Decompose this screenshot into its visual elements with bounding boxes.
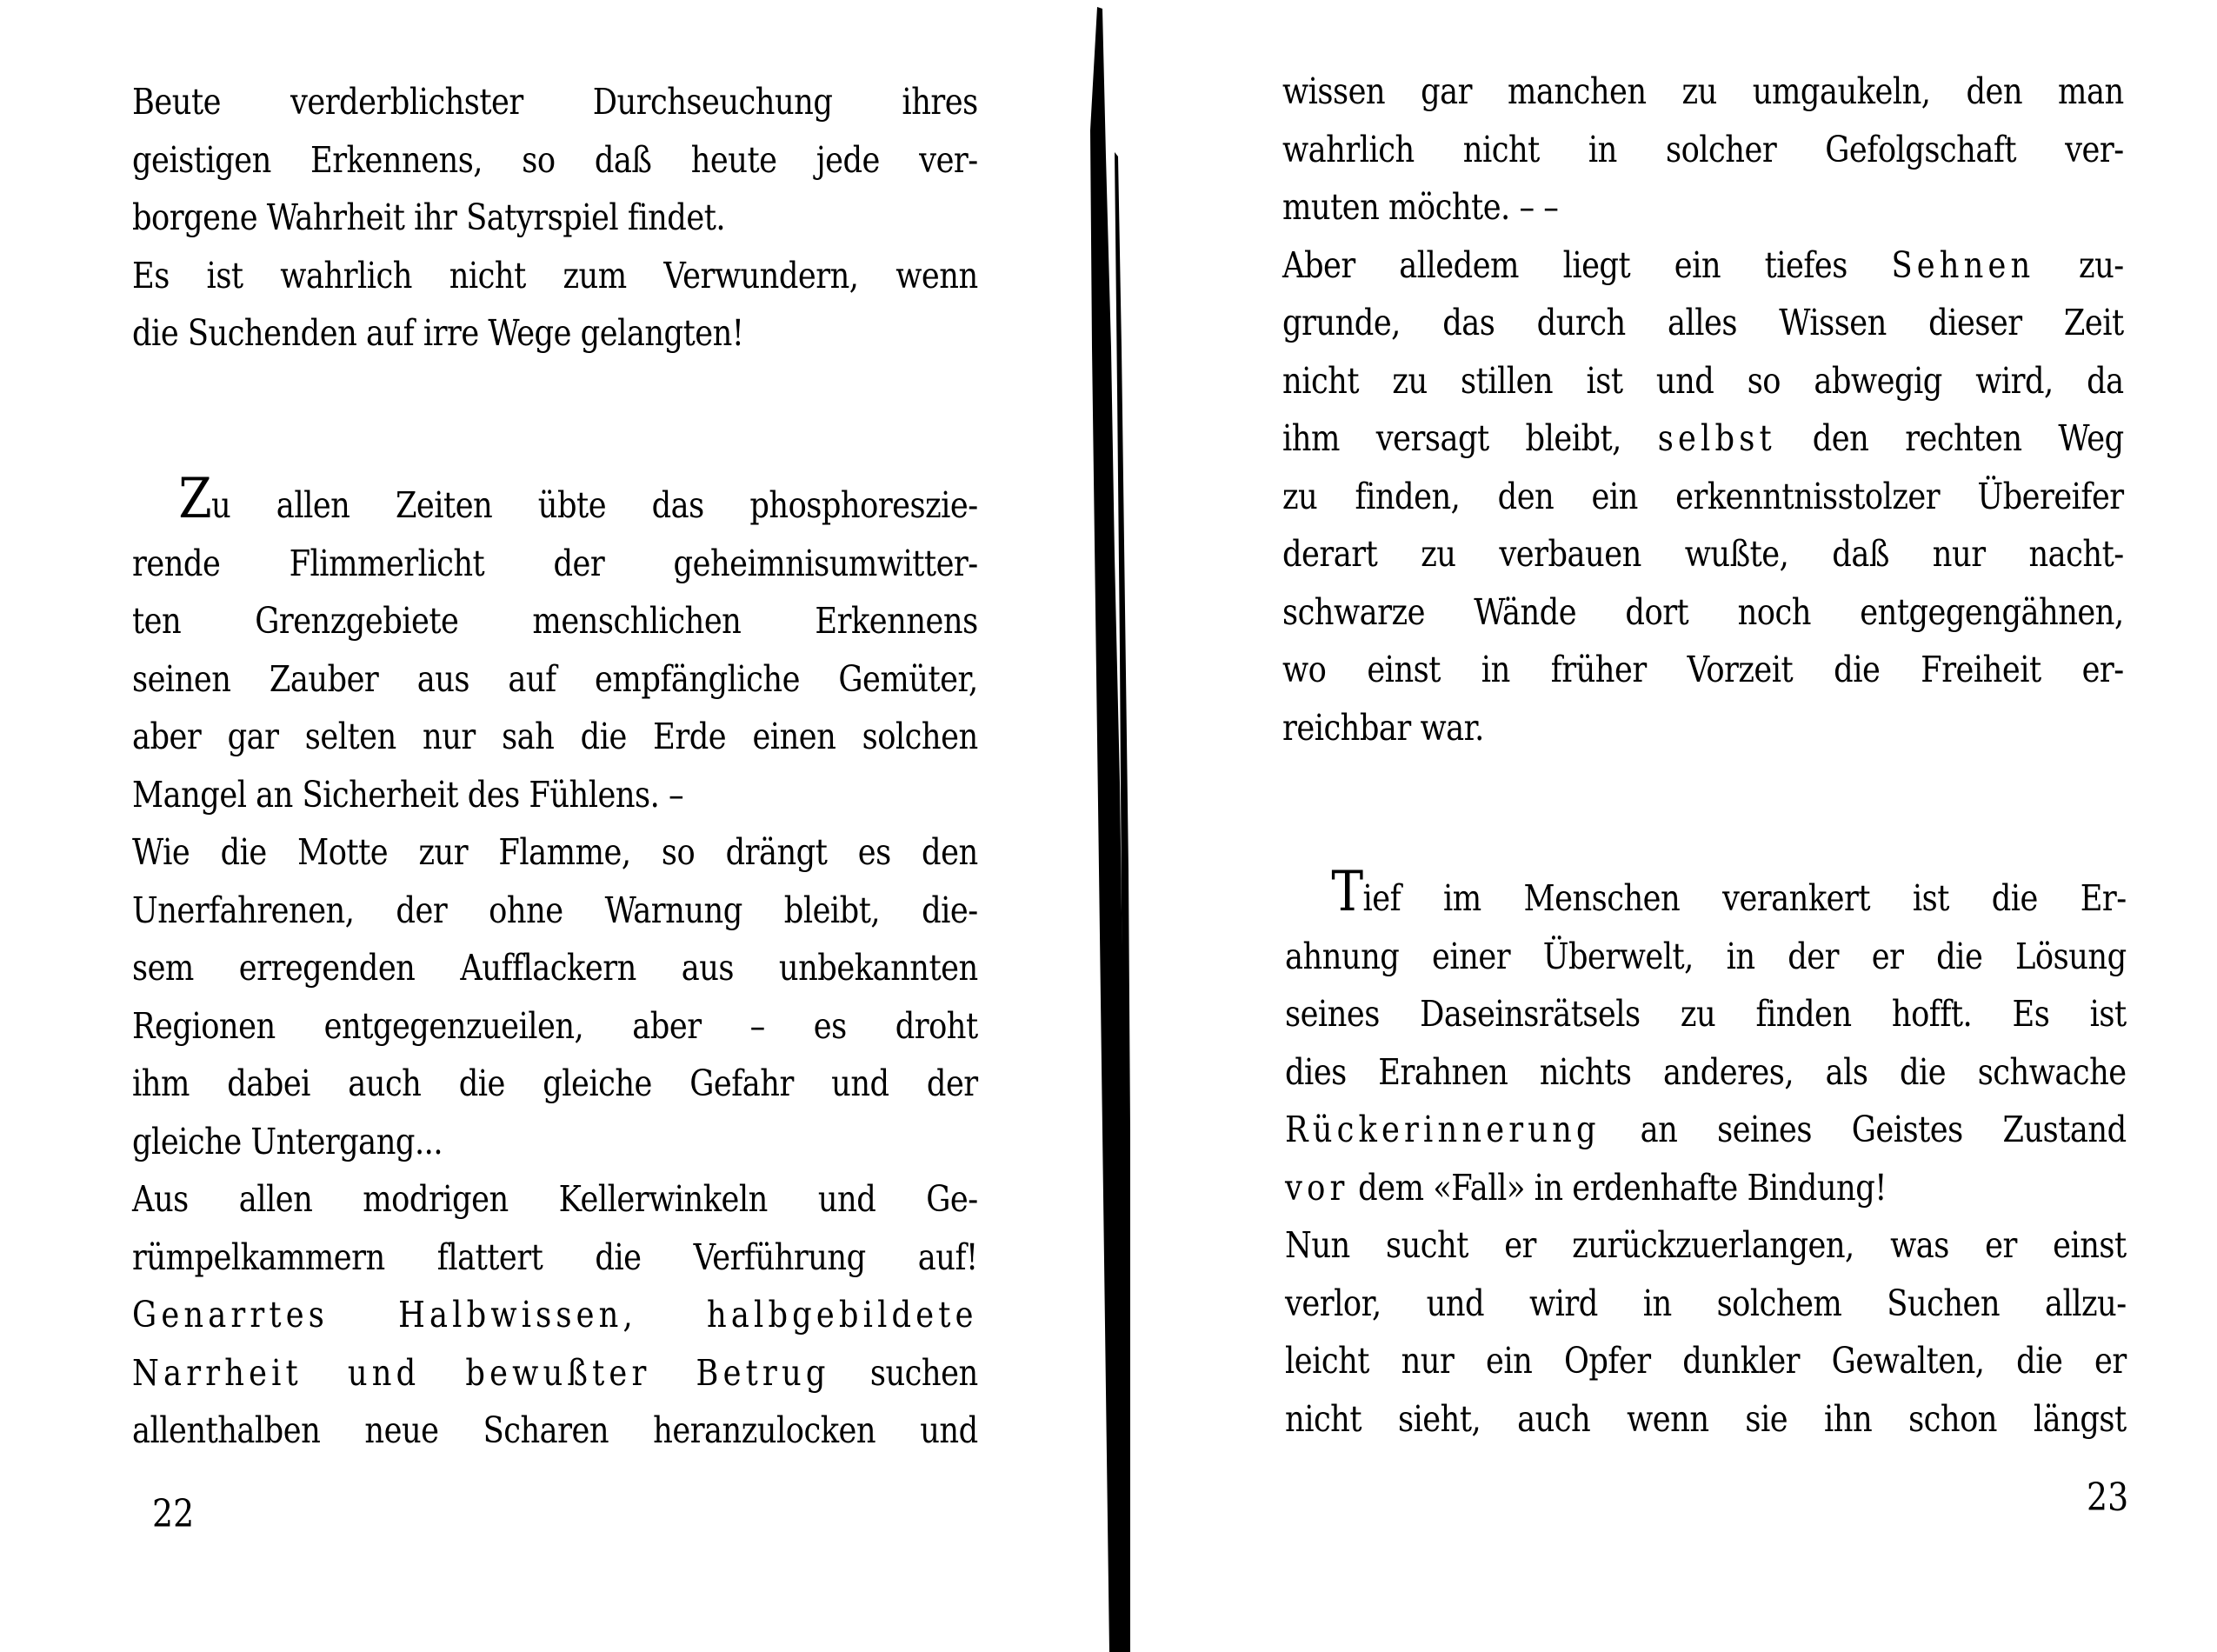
spaced-text: Narrheit und bewußter Betrug [132, 1351, 830, 1394]
spaced-text: selbst [1657, 417, 1776, 459]
text-line: aber gar selten nur sah die Erde einen solchen [132, 716, 978, 757]
left-paragraph-1 [132, 73, 980, 363]
text-line: ihm dabei auch die gleiche Gefahr und der [132, 1062, 978, 1104]
text-line: Es ist wahrlich nicht zum Verwundern, wenn [132, 254, 978, 296]
text-line: Nun sucht er zurückzuerlangen, was er einst [1285, 1224, 2127, 1266]
text-line: gleiche Untergang... [132, 1120, 443, 1162]
text-line: sem erregenden Aufflackern aus unbekannten [132, 947, 978, 989]
text-line: ahnung einer Überwelt, in der er die Lösung [1285, 935, 2127, 977]
text-line: allenthalben neue Scharen heranzulocken und [132, 1409, 978, 1451]
drop-cap: T [1331, 860, 1363, 924]
spine-thin-line [1115, 152, 1130, 1652]
text-line: rende Flimmerlicht der geheimnisumwitter- [132, 542, 978, 584]
text-line: nicht zu stillen ist und so abwegig wird, da [1282, 359, 2124, 402]
text-line: die Suchenden auf irre Wege gelangten! [132, 312, 744, 354]
spine-dark-band [1090, 7, 1127, 1652]
text-line: Aber alledem liegt ein tiefes Sehnen zu- [1282, 243, 2124, 286]
text-line: zu finden, den ein erkenntnisstolzer Übereifer [1282, 475, 2124, 517]
text-line: Narrheit und bewußter Betrug suchen [132, 1351, 978, 1394]
spaced-text: Rückerinnerung [1285, 1109, 1601, 1150]
text-line: muten möchte. – – [1282, 186, 1559, 228]
text-line: grunde, das durch alles Wissen dieser Zeit [1282, 302, 2124, 343]
left-paragraph-2 [132, 467, 980, 1460]
text-line: Tief im Menschen verankert ist die Er- [1331, 860, 2127, 924]
text-line: Wie die Motte zur Flamme, so drängt es den [132, 831, 978, 873]
text-line: ihm versagt bleibt, selbst den rechten Weg [1282, 417, 2124, 459]
text-line: Unerfahrenen, der ohne Warnung bleibt, die- [132, 889, 978, 931]
spaced-text: Sehnen [1891, 243, 2035, 286]
text-line: schwarze Wände dort noch entgegengähnen, [1282, 590, 2124, 633]
text-line: leicht nur ein Opfer dunkler Gewalten, die er [1285, 1340, 2127, 1382]
text-line: borgene Wahrheit ihr Satyrspiel findet. [132, 197, 726, 238]
text-line: wissen gar manchen zu umgaukeln, den man [1282, 70, 2124, 112]
text-line: reichbar war. [1282, 706, 1484, 749]
spaced-text: vor [1285, 1166, 1349, 1209]
left-page [0, 0, 1087, 1652]
text-line: Mangel an Sicherheit des Fühlens. – [132, 773, 684, 816]
text-line: Rückerinnerung an seines Geistes Zustand [1285, 1109, 2127, 1150]
drop-cap: Z [178, 467, 212, 531]
text-line: ten Grenzgebiete menschlichen Erkennens [132, 600, 978, 642]
page-number-left: 22 [152, 1492, 195, 1536]
text-line: derart zu verbauen wußte, daß nur nacht- [1282, 533, 2124, 575]
text-line: geistigen Erkennens, so daß heute jede ver- [132, 138, 978, 181]
text-line: seines Daseinsrätsels zu finden hofft. Es ist [1285, 993, 2127, 1035]
text-line: Beute verderblichster Durchseuchung ihres [132, 81, 978, 123]
text-line: Aus allen modrigen Kellerwinkeln und Ge- [132, 1178, 978, 1220]
text-line-spaced: Genarrtes Halbwissen, halbgebildete [132, 1294, 978, 1336]
right-paragraph-1 [1282, 63, 2126, 756]
right-paragraph-2 [1285, 860, 2128, 1448]
text-line: Zu allen Zeiten übte das phosphoreszie- [178, 467, 978, 531]
text-line: wahrlich nicht in solcher Gefolgschaft ver- [1282, 128, 2124, 170]
text-line: seinen Zauber aus auf empfängliche Gemüter, [132, 657, 978, 700]
text-line: rümpelkammern flattert die Verführung auf! [132, 1236, 978, 1278]
text-line: dies Erahnen nichts anderes, als die schwache [1285, 1050, 2127, 1093]
text-line: nicht sieht, auch wenn sie ihn schon längst [1285, 1397, 2127, 1440]
page-number-right: 23 [2087, 1475, 2129, 1520]
text-line: wo einst in früher Vorzeit die Freiheit er- [1282, 649, 2124, 690]
text-line: vor dem «Fall» in erdenhafte Bindung! [1285, 1166, 1887, 1209]
text-line: Regionen entgegenzueilen, aber – es droht [132, 1004, 978, 1047]
text-line: verlor, und wird in solchem Suchen allzu- [1285, 1282, 2127, 1324]
